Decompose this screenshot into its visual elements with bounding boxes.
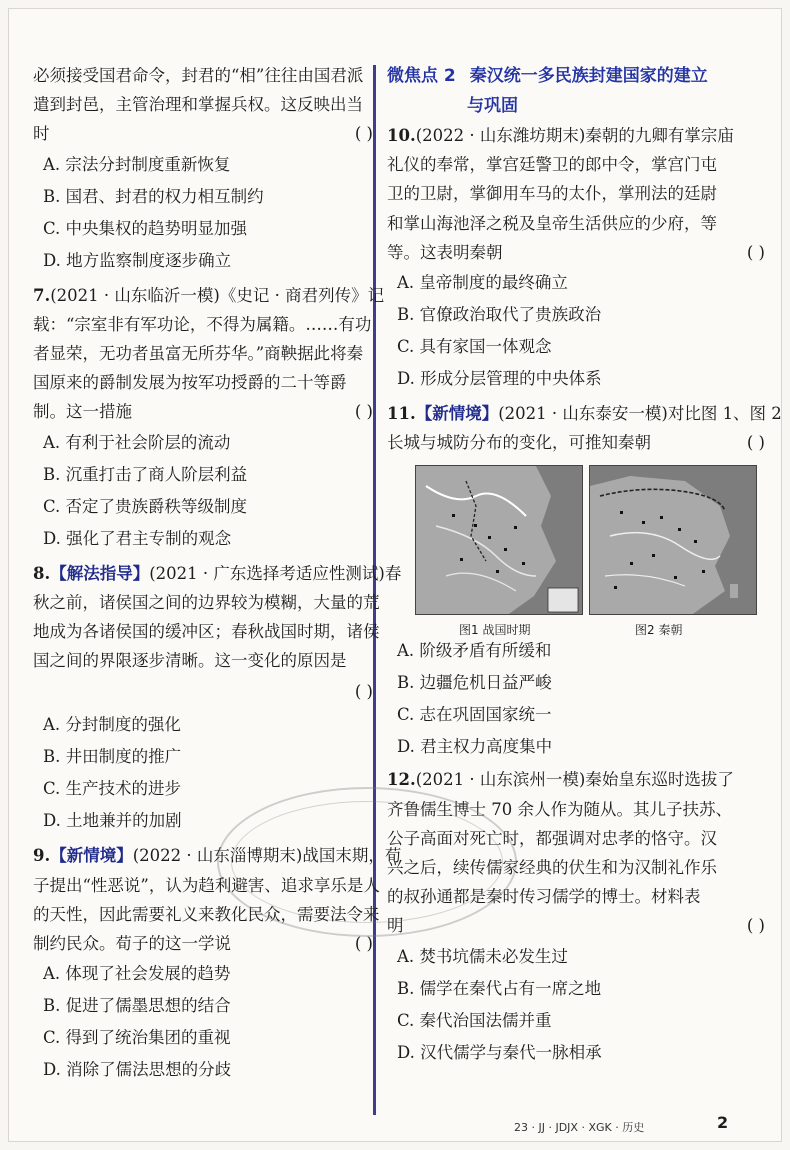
figure-2-caption: 图2 秦朝	[635, 623, 683, 638]
q12-option-d[interactable]: D. 汉代儒学与秦代一脉相承	[397, 1042, 602, 1062]
q11-stem-text: 长城与城防分布的变化，可推知秦朝	[387, 433, 651, 453]
q6-stem-text: 时	[33, 124, 50, 144]
q11-stem-text: (2021 · 山东泰安一模)对比图 1、图 2	[498, 404, 782, 424]
q6-option-b[interactable]: B. 国君、封君的权力相互制约	[43, 186, 264, 206]
section-heading	[387, 61, 771, 91]
q8-tag: 【解法指导】	[50, 563, 150, 583]
q12-stem-text: 明	[387, 916, 404, 936]
q7-stem-text: 制。这一措施	[33, 402, 132, 422]
q10-option-c[interactable]: C. 具有家国一体观念	[397, 337, 552, 357]
q9-stem-line	[33, 929, 379, 958]
q11-tag: 【新情境】	[415, 404, 499, 424]
q12-stem-text: (2021 · 山东滨州一模)秦始皇东巡时选拔了	[415, 770, 734, 790]
q11-number: 11.	[387, 404, 416, 424]
answer-blank[interactable]: ( )	[746, 433, 765, 453]
q10-number: 10.	[387, 126, 416, 145]
q11-option-d[interactable]: D. 君主权力高度集中	[397, 737, 553, 757]
q7-stem-text: (2021 · 山东临沂一模)《史记 · 商君列传》记	[50, 285, 385, 305]
q10-option-a[interactable]: A. 皇帝制度的最终确立	[397, 273, 568, 293]
q10-stem-line: 卫的卫尉，掌御用车马的太仆，掌刑法的廷尉	[387, 184, 717, 204]
q8-option-a[interactable]: A. 分封制度的强化	[43, 715, 181, 735]
q12-stem-line: 齐鲁儒生博士 70 余人作为随从。其儿子扶苏、	[387, 799, 732, 819]
section-heading-cont	[387, 91, 771, 121]
q7-option-a[interactable]: A. 有利于社会阶层的流动	[43, 432, 231, 452]
q7-stem-line: 者显荣，无功者虽富无所芬华。”商鞅据此将秦	[33, 344, 364, 364]
warring-states-map	[415, 465, 583, 615]
answer-blank[interactable]: ( )	[354, 124, 373, 144]
q12-stem-line	[387, 911, 771, 940]
q12-number: 12.	[387, 770, 416, 790]
qin-dynasty-map	[589, 465, 757, 615]
q6-option-c[interactable]: C. 中央集权的趋势明显加强	[43, 218, 248, 238]
q8-option-b[interactable]: B. 井田制度的推广	[43, 747, 182, 767]
q12-stem-line: 的叔孙通都是秦时传习儒学的博士。材料表	[387, 887, 701, 907]
q9-stem-text: (2022 · 山东淄博期末)战国末期，荀	[132, 846, 402, 866]
q10-stem-line	[387, 121, 771, 150]
section-title: 秦汉统一多民族封建国家的建立	[469, 66, 708, 86]
q11-option-c[interactable]: C. 志在巩固国家统一	[397, 705, 552, 725]
map-1-graphic	[416, 466, 583, 615]
section-label: 微焦点 2	[387, 66, 456, 86]
figure-1-caption: 图1 战国时期	[459, 623, 531, 638]
q10-stem-line: 礼仪的奉常，掌宫廷警卫的郎中令，掌宫门屯	[387, 155, 717, 175]
q12-stem-line	[387, 765, 771, 794]
q7-stem-line: 国原来的爵制发展为按军功授爵的二十等爵	[33, 373, 347, 393]
q7-option-d[interactable]: D. 强化了君主专制的观念	[43, 528, 232, 548]
map-2-graphic	[590, 466, 757, 615]
page-footer-code: 23 · JJ · JDJX · XGK · 历史	[514, 1121, 645, 1134]
q9-stem-line	[33, 841, 402, 870]
q7-stem-line	[33, 281, 385, 310]
q9-number: 9.	[33, 846, 51, 866]
q12-option-c[interactable]: C. 秦代治国法儒并重	[397, 1010, 552, 1030]
q6-option-d[interactable]: D. 地方监察制度逐步确立	[43, 250, 232, 270]
q9-option-a[interactable]: A. 体现了社会发展的趋势	[43, 964, 231, 984]
q10-stem-line: 和掌山海池泽之税及皇帝生活供应的少府，等	[387, 213, 717, 233]
answer-blank[interactable]: ( )	[746, 242, 765, 262]
workbook-page	[8, 8, 782, 1142]
q6-option-a[interactable]: A. 宗法分封制度重新恢复	[43, 154, 231, 174]
q8-stem-line: 国之间的界限逐步清晰。这一变化的原因是	[33, 651, 347, 671]
q7-option-b[interactable]: B. 沉重打击了商人阶层利益	[43, 464, 248, 484]
q11-option-b[interactable]: B. 边疆危机日益严峻	[397, 673, 552, 693]
q6-stem-line: 遣到封邑，主管治理和掌握兵权。这反映出当	[33, 95, 363, 115]
q8-number: 8.	[33, 563, 51, 583]
map-figures	[387, 465, 771, 638]
q11-stem-line	[387, 428, 771, 457]
answer-blank[interactable]: ( )	[354, 402, 373, 422]
q6-stem-line	[33, 119, 379, 148]
q9-stem-line: 子提出“性恶说”，认为趋利避害、追求享乐是人	[33, 875, 380, 895]
q9-option-c[interactable]: C. 得到了统治集团的重视	[43, 1028, 231, 1048]
page-number: 2	[717, 1113, 729, 1132]
q8-stem-line: 秋之前，诸侯国之间的边界较为模糊，大量的荒	[33, 592, 380, 612]
q7-option-c[interactable]: C. 否定了贵族爵秩等级制度	[43, 496, 248, 516]
q12-stem-line: 公子高面对死亡时，都强调对忠孝的恪守。汉	[387, 828, 717, 848]
q11-stem-line	[387, 399, 782, 428]
q8-stem-text: (2021 · 广东选择考适应性测试)春	[149, 563, 402, 583]
q9-stem-text: 制约民众。荀子的这一学说	[33, 934, 231, 954]
q12-option-b[interactable]: B. 儒学在秦代占有一席之地	[397, 978, 602, 998]
q8-option-d[interactable]: D. 土地兼并的加剧	[43, 811, 182, 831]
q9-stem-line: 的天性，因此需要礼义来教化民众，需要法令来	[33, 904, 380, 924]
q12-option-a[interactable]: A. 焚书坑儒未必发生过	[397, 946, 568, 966]
q10-stem-text: (2022 · 山东潍坊期末)秦朝的九卿有掌宗庙	[415, 126, 734, 145]
q7-stem-line: 载：“宗室非有军功论，不得为属籍。……有功	[33, 314, 372, 334]
answer-blank[interactable]: ( )	[354, 934, 373, 954]
q10-option-d[interactable]: D. 形成分层管理的中央体系	[397, 369, 602, 389]
q8-stem-line: 地成为各诸侯国的缓冲区；春秋战国时期，诸侯	[33, 622, 380, 642]
q8-option-c[interactable]: C. 生产技术的进步	[43, 779, 182, 799]
q10-stem-line	[387, 238, 771, 267]
q7-stem-line	[33, 397, 379, 426]
answer-blank[interactable]: ( )	[354, 682, 373, 702]
q9-option-d[interactable]: D. 消除了儒法思想的分歧	[43, 1060, 232, 1080]
q11-option-a[interactable]: A. 阶级矛盾有所缓和	[397, 641, 552, 661]
q8-answer-line	[33, 675, 379, 709]
right-column	[387, 61, 782, 1069]
q6-stem-line: 必须接受国君命令，封君的“相”往往由国君派	[33, 66, 364, 85]
section-title-cont: 与巩固	[467, 96, 518, 116]
q9-option-b[interactable]: B. 促进了儒墨思想的结合	[43, 996, 231, 1016]
q7-number: 7.	[33, 285, 51, 305]
q12-stem-line: 兴之后，续传儒家经典的伏生和为汉制礼作乐	[387, 858, 717, 878]
q10-option-b[interactable]: B. 官僚政治取代了贵族政治	[397, 305, 602, 325]
q8-stem-line	[33, 559, 402, 588]
q9-tag: 【新情境】	[50, 846, 133, 866]
q10-stem-text: 等。这表明秦朝	[387, 242, 503, 262]
answer-blank[interactable]: ( )	[746, 916, 765, 936]
